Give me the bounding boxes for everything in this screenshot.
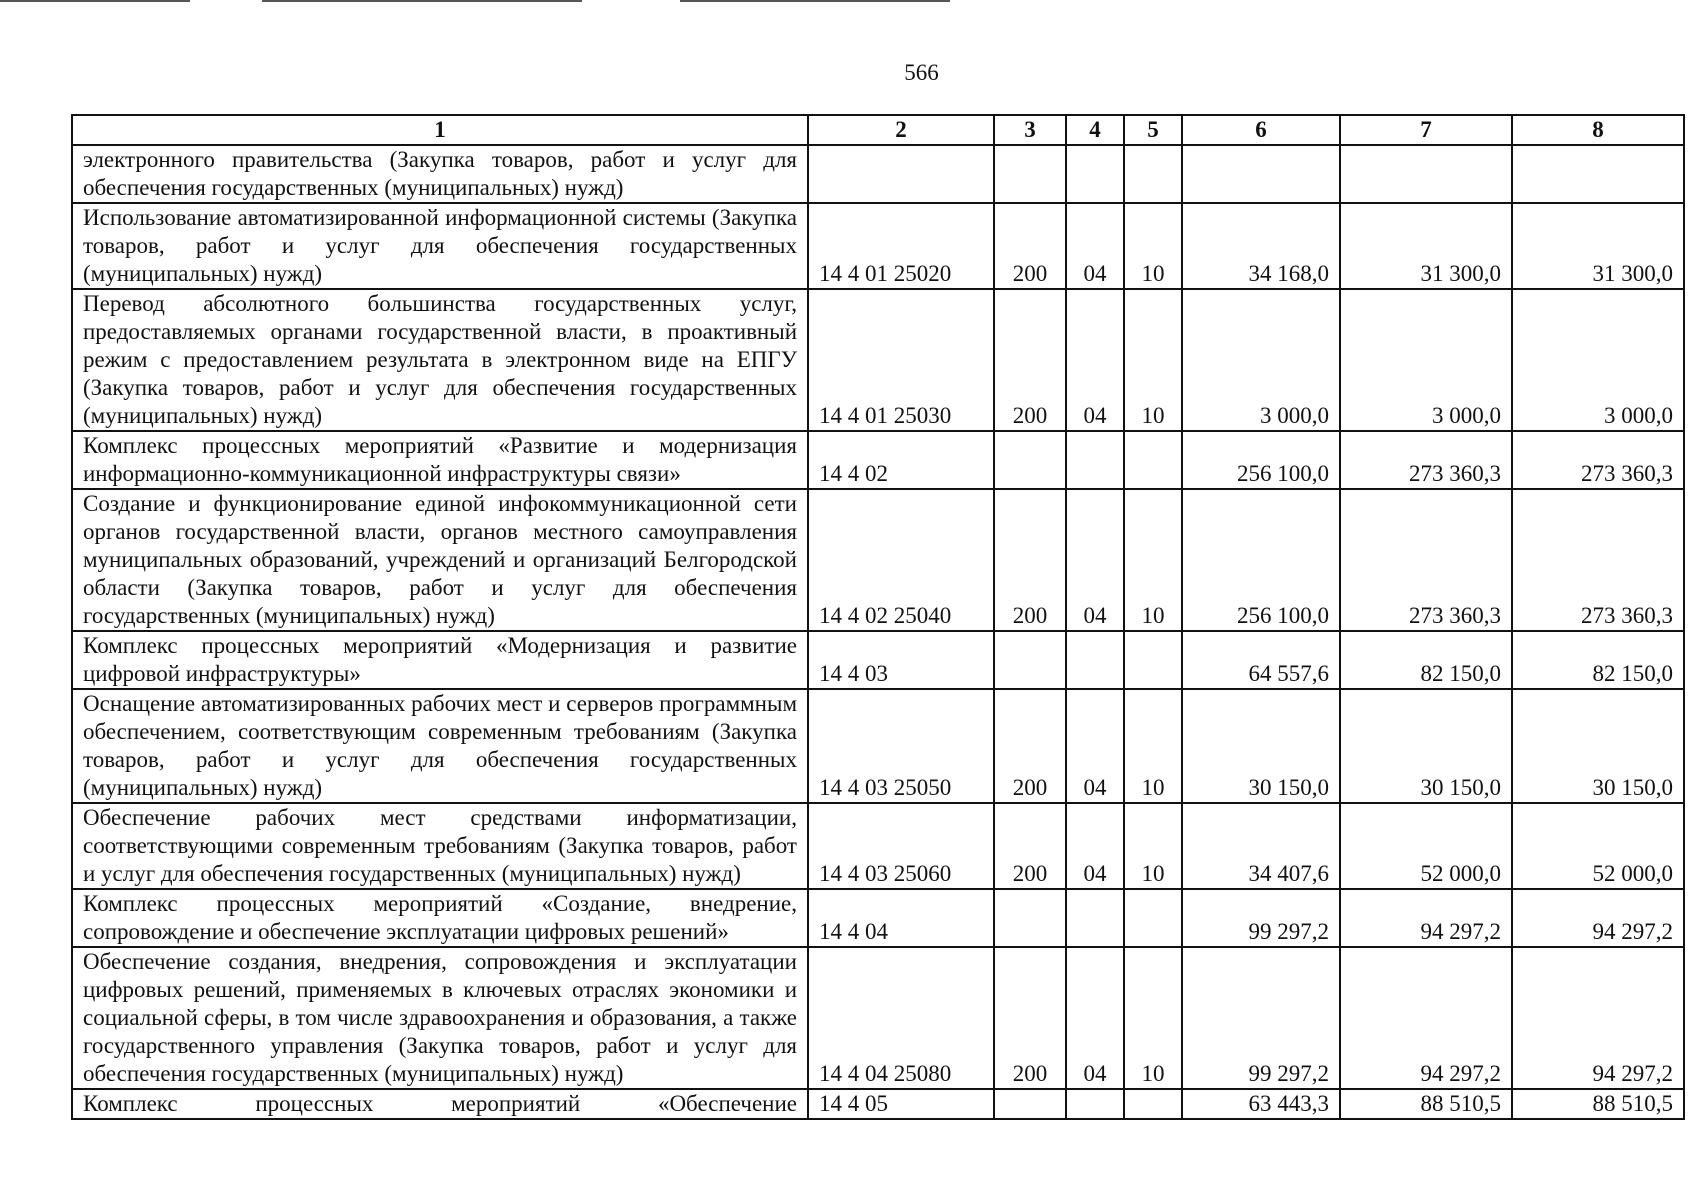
row-value-7: 94 297,2: [1340, 889, 1512, 947]
row-col3: [994, 889, 1066, 947]
row-code: 14 4 02: [808, 431, 994, 489]
table-row: [72, 689, 1684, 803]
table-row: [72, 803, 1684, 889]
row-value-6: 99 297,2: [1182, 889, 1340, 947]
row-description: Обеспечение создания, внедрения, сопровождения и эксплуатации цифровых решений, применяемых в ключевых отраслях экономики и социальной сферы, в том числе здравоохранения и образования, а также государственного управления (Закупка товаров, работ и услуг для обеспечения государственных (муниципальных) нужд): [72, 947, 808, 1089]
row-code: 14 4 04 25080: [808, 947, 994, 1089]
row-col4: 04: [1066, 689, 1124, 803]
column-header: 5: [1124, 115, 1182, 145]
row-code: 14 4 01 25030: [808, 289, 994, 431]
row-col5: [1124, 889, 1182, 947]
row-col5: 10: [1124, 489, 1182, 631]
row-col4: [1066, 631, 1124, 689]
row-value-8: 273 360,3: [1512, 431, 1684, 489]
row-col4: 04: [1066, 289, 1124, 431]
row-code: 14 4 01 25020: [808, 203, 994, 289]
row-value-6: 64 557,6: [1182, 631, 1340, 689]
scan-edge-line: [262, 0, 582, 2]
column-header: 7: [1340, 115, 1512, 145]
row-col4: 04: [1066, 947, 1124, 1089]
table-row: [72, 889, 1684, 947]
row-code: 14 4 03 25050: [808, 689, 994, 803]
column-header: 4: [1066, 115, 1124, 145]
row-col4: 04: [1066, 489, 1124, 631]
header-row: [72, 115, 1684, 145]
row-col3: [994, 631, 1066, 689]
column-header: 1: [72, 115, 808, 145]
row-description: Создание и функционирование единой инфокоммуникационной сети органов государственной власти, органов местного самоуправления муниципальных образований, учреждений и организаций Белгородской области (Закупка товаров, работ и услуг для обеспечения государственных (муниципальных) нужд): [72, 489, 808, 631]
row-col5: [1124, 1089, 1182, 1119]
table-row: [72, 947, 1684, 1089]
row-value-6: [1182, 145, 1340, 203]
row-value-7: 82 150,0: [1340, 631, 1512, 689]
row-col3: [994, 431, 1066, 489]
row-value-8: 94 297,2: [1512, 947, 1684, 1089]
row-value-6: 63 443,3: [1182, 1089, 1340, 1119]
row-col5: [1124, 431, 1182, 489]
row-value-6: 99 297,2: [1182, 947, 1340, 1089]
row-value-7: 3 000,0: [1340, 289, 1512, 431]
row-col4: [1066, 889, 1124, 947]
column-header: 8: [1512, 115, 1684, 145]
row-value-7: 94 297,2: [1340, 947, 1512, 1089]
row-value-6: 256 100,0: [1182, 431, 1340, 489]
page-number: 566: [904, 60, 939, 85]
table-row: [72, 145, 1684, 203]
row-value-8: 94 297,2: [1512, 889, 1684, 947]
row-value-7: 30 150,0: [1340, 689, 1512, 803]
table-row: [72, 1089, 1684, 1119]
row-col3: 200: [994, 289, 1066, 431]
row-value-7: 52 000,0: [1340, 803, 1512, 889]
row-value-7: 273 360,3: [1340, 489, 1512, 631]
row-description: Комплекс процессных мероприятий «Создание, внедрение, сопровождение и обеспечение эксплуатации цифровых решений»: [72, 889, 808, 947]
row-col3: 200: [994, 803, 1066, 889]
row-value-6: 34 168,0: [1182, 203, 1340, 289]
column-header: 3: [994, 115, 1066, 145]
row-description: Использование автоматизированной информационной системы (Закупка товаров, работ и услуг для обеспечения государственных (муниципальных) нужд): [72, 203, 808, 289]
row-description: электронного правительства (Закупка товаров, работ и услуг для обеспечения государственных (муниципальных) нужд): [72, 145, 808, 203]
row-value-7: [1340, 145, 1512, 203]
table-row: [72, 631, 1684, 689]
row-value-7: 31 300,0: [1340, 203, 1512, 289]
row-col5: [1124, 631, 1182, 689]
row-value-7: 88 510,5: [1340, 1089, 1512, 1119]
table-row: [72, 431, 1684, 489]
row-value-8: 82 150,0: [1512, 631, 1684, 689]
row-code: 14 4 03: [808, 631, 994, 689]
table-row: [72, 203, 1684, 289]
row-col5: [1124, 145, 1182, 203]
row-col3: 200: [994, 489, 1066, 631]
row-col5: 10: [1124, 947, 1182, 1089]
column-header: 6: [1182, 115, 1340, 145]
row-value-8: 30 150,0: [1512, 689, 1684, 803]
row-description: Комплекс процессных мероприятий «Обеспечение: [72, 1089, 808, 1119]
scan-edge-line: [680, 0, 950, 2]
row-col3: [994, 145, 1066, 203]
row-col3: [994, 1089, 1066, 1119]
row-value-8: [1512, 145, 1684, 203]
row-col3: 200: [994, 947, 1066, 1089]
scan-edge-line: [0, 0, 190, 2]
row-value-8: 3 000,0: [1512, 289, 1684, 431]
row-col3: 200: [994, 689, 1066, 803]
row-col4: [1066, 431, 1124, 489]
row-value-6: 256 100,0: [1182, 489, 1340, 631]
row-col4: [1066, 1089, 1124, 1119]
row-value-8: 52 000,0: [1512, 803, 1684, 889]
table-row: [72, 289, 1684, 431]
row-description: Комплекс процессных мероприятий «Модернизация и развитие цифровой инфраструктуры»: [72, 631, 808, 689]
row-col4: 04: [1066, 203, 1124, 289]
row-value-6: 34 407,6: [1182, 803, 1340, 889]
row-description: Оснащение автоматизированных рабочих мест и серверов программным обеспечением, соответствующим современным требованиям (Закупка товаров, работ и услуг для обеспечения государственных (муниципальных) нужд): [72, 689, 808, 803]
row-value-6: 3 000,0: [1182, 289, 1340, 431]
row-code: 14 4 04: [808, 889, 994, 947]
row-value-8: 31 300,0: [1512, 203, 1684, 289]
row-code: 14 4 02 25040: [808, 489, 994, 631]
row-col4: 04: [1066, 803, 1124, 889]
row-value-8: 273 360,3: [1512, 489, 1684, 631]
row-code: [808, 145, 994, 203]
row-value-6: 30 150,0: [1182, 689, 1340, 803]
table-row: [72, 489, 1684, 631]
row-description: Обеспечение рабочих мест средствами информатизации, соответствующими современным требованиям (Закупка товаров, работ и услуг для обеспечения государственных (муниципальных) нужд): [72, 803, 808, 889]
row-value-7: 273 360,3: [1340, 431, 1512, 489]
row-col4: [1066, 145, 1124, 203]
budget-table: [71, 114, 1685, 1120]
row-col5: 10: [1124, 289, 1182, 431]
row-col3: 200: [994, 203, 1066, 289]
row-col5: 10: [1124, 203, 1182, 289]
column-header: 2: [808, 115, 994, 145]
row-description: Перевод абсолютного большинства государственных услуг, предоставляемых органами государственной власти, в проактивный режим с предоставлением результата в электронном виде на ЕПГУ (Закупка товаров, работ и услуг для обеспечения государственных (муниципальных) нужд): [72, 289, 808, 431]
row-description: Комплекс процессных мероприятий «Развитие и модернизация информационно-коммуникационной инфраструктуры связи»: [72, 431, 808, 489]
row-value-8: 88 510,5: [1512, 1089, 1684, 1119]
row-code: 14 4 03 25060: [808, 803, 994, 889]
row-col5: 10: [1124, 689, 1182, 803]
row-code: 14 4 05: [808, 1089, 994, 1119]
row-col5: 10: [1124, 803, 1182, 889]
